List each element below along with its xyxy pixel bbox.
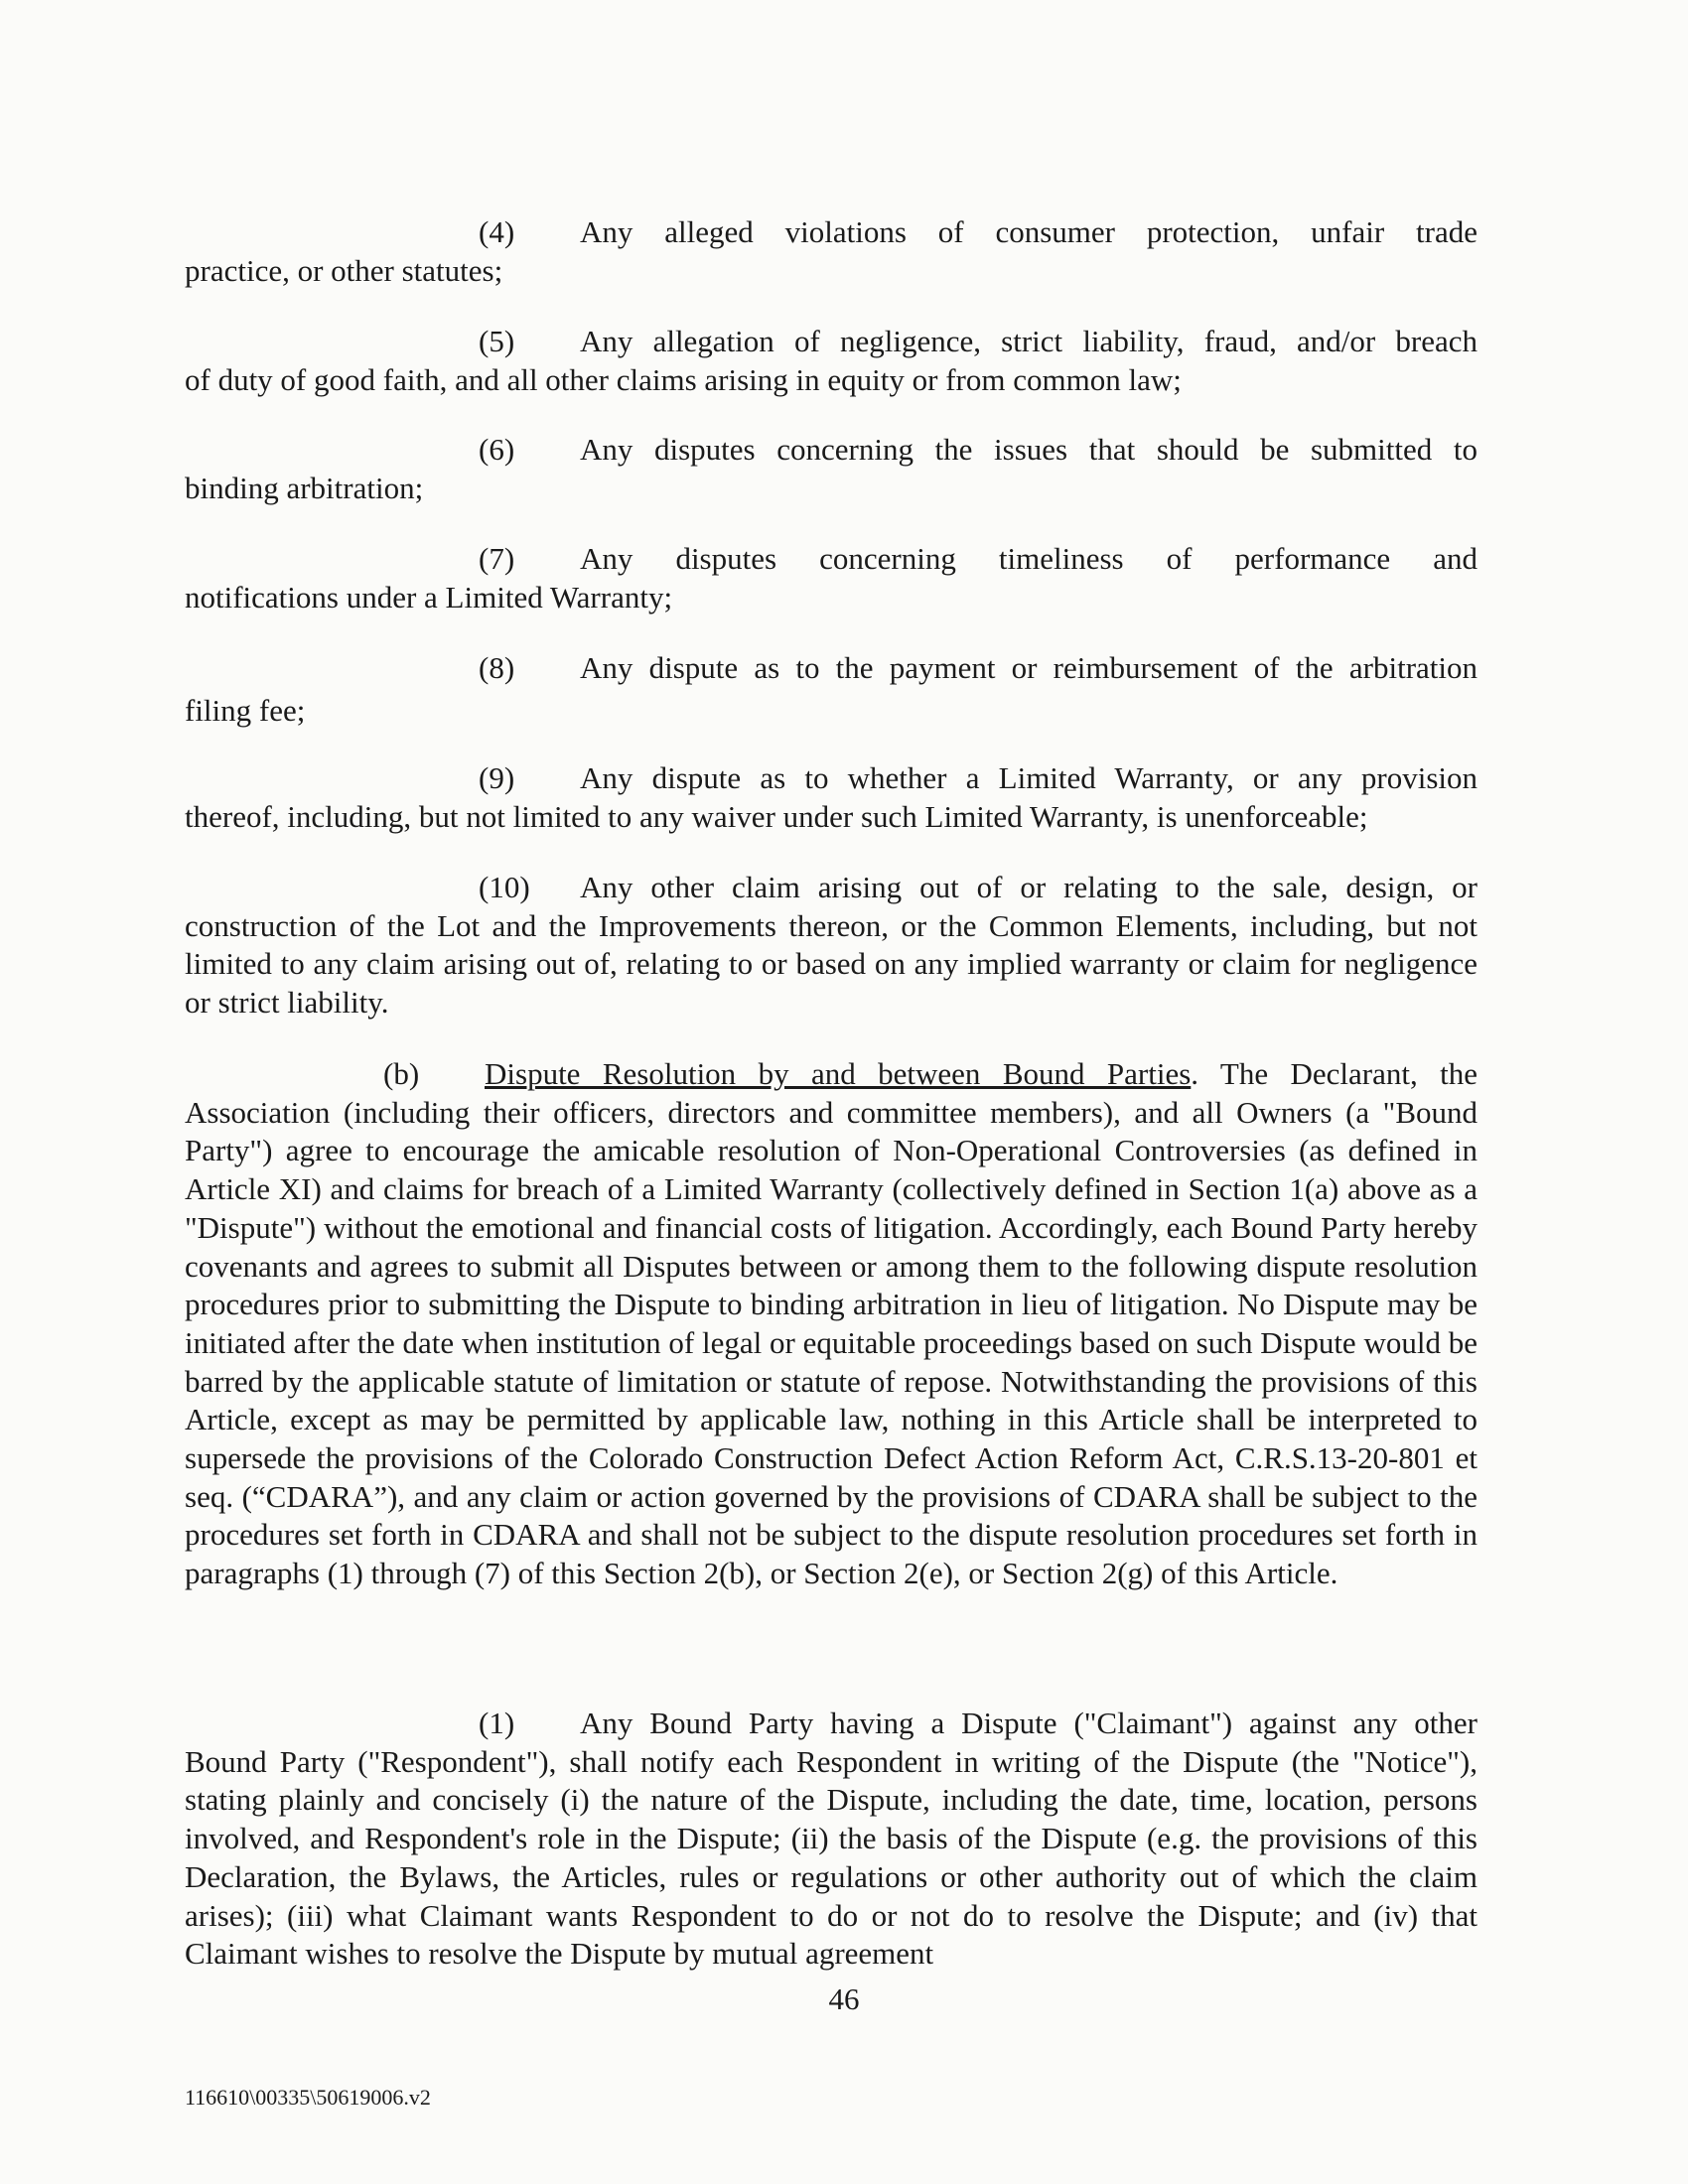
list-item-5	[185, 323, 1477, 399]
item-text-continuation: Bound Party ("Respondent"), shall notify each Respondent in writing of the Dispute (the "Notice"), stating plainly and concisely (i) the nature of the Dispute, including the date, time, location, persons involved, and Respondent's role in the Dispute; (ii) the basis of the Dispute (e.g. the provisions of this Declaration, the Bylaws, the Articles, rules or regulations or other authority out of which the claim arises); (iii) what Claimant wants Respondent to do or not do to resolve the Dispute; and (iv) that Claimant wishes to resolve the Dispute by mutual agreement	[185, 1743, 1477, 1972]
list-item-8	[185, 649, 1477, 730]
section-heading: Dispute Resolution by and between Bound Parties	[485, 1056, 1192, 1091]
list-item-9	[185, 759, 1477, 836]
list-item-7	[185, 540, 1477, 616]
item-number: (10)	[479, 870, 530, 904]
section-body: Association (including their officers, directors and committee members), and all Owners (a "Bound Party") agree to encourage the amicable resolution of Non-Operational Controversies (as defined in Article XI) and claims for breach of a Limited Warranty (collectively defined in Section 1(a) above as a "Dispute") without the emotional and financial costs of litigation. Accordingly, each Bound Party hereby covenants and agrees to submit all Disputes between or among them to the following dispute resolution procedures prior to submitting the Dispute to binding arbitration in lieu of litigation. No Dispute may be initiated after the date when institution of legal or equitable proceedings based on such Dispute would be barred by the applicable statute of limitation or statute of repose. Notwithstanding the provisions of this Article, except as may be permitted by applicable law, nothing in this Article shall be interpreted to supersede the provisions of the Colorado Construction Defect Action Reform Act, C.R.S.13-20-801 et seq. (“CDARA”), and any claim or action governed by the provisions of CDARA shall be subject to the procedures set forth in CDARA and shall not be subject to the dispute resolution procedures set forth in paragraphs (1) through (7) of this Section 2(b), or Section 2(e), or Section 2(g) of this Article.	[185, 1094, 1477, 1591]
section-b-paragraph-1	[185, 1705, 1477, 1974]
list-item-10	[185, 869, 1477, 1023]
item-text-first-line: Any dispute as to the payment or reimbursement of the arbitration	[580, 650, 1477, 685]
page-number: 46	[828, 1981, 860, 2016]
item-text-first-line: Any disputes concerning the issues that should be submitted to	[580, 432, 1477, 467]
item-number: (7)	[479, 541, 515, 576]
item-text-continuation: construction of the Lot and the Improvements thereon, or the Common Elements, including, but not limited to any claim arising out of, relating to or based on any implied warranty or claim for negligence or strict liability.	[185, 907, 1477, 1021]
item-text-continuation: filing fee;	[185, 692, 306, 728]
section-b	[185, 1055, 1477, 1593]
item-text-first-line: Any disputes concerning timeliness of performance and	[580, 541, 1477, 576]
item-number: (8)	[479, 650, 515, 685]
document-id: 116610\00335\50619006.v2	[185, 2085, 431, 2110]
section-number: (b)	[383, 1056, 420, 1091]
item-text-first-line: Any allegation of negligence, strict liability, fraud, and/or breach	[580, 324, 1477, 358]
item-number: (1)	[479, 1706, 515, 1740]
item-text-continuation: notifications under a Limited Warranty;	[185, 579, 673, 614]
item-text-first-line: Any other claim arising out of or relating to the sale, design, or	[580, 870, 1477, 904]
item-text-continuation: of duty of good faith, and all other claims arising in equity or from common law;	[185, 361, 1182, 397]
item-number: (5)	[479, 324, 515, 358]
item-number: (6)	[479, 432, 515, 467]
item-text-first-line: Any dispute as to whether a Limited Warranty, or any provision	[580, 760, 1477, 795]
item-number: (4)	[479, 214, 515, 249]
item-text-continuation: practice, or other statutes;	[185, 252, 503, 288]
list-item-6	[185, 431, 1477, 507]
item-text-continuation: binding arbitration;	[185, 470, 424, 505]
item-number: (9)	[479, 760, 515, 795]
list-item-4	[185, 213, 1477, 290]
section-heading-tail: . The Declarant, the	[1191, 1056, 1477, 1091]
item-text-continuation: thereof, including, but not limited to any waiver under such Limited Warranty, is unenforceable;	[185, 798, 1368, 834]
item-text-first-line: Any alleged violations of consumer protection, unfair trade	[580, 214, 1477, 249]
item-text-first-line: Any Bound Party having a Dispute ("Claimant") against any other	[580, 1706, 1477, 1740]
